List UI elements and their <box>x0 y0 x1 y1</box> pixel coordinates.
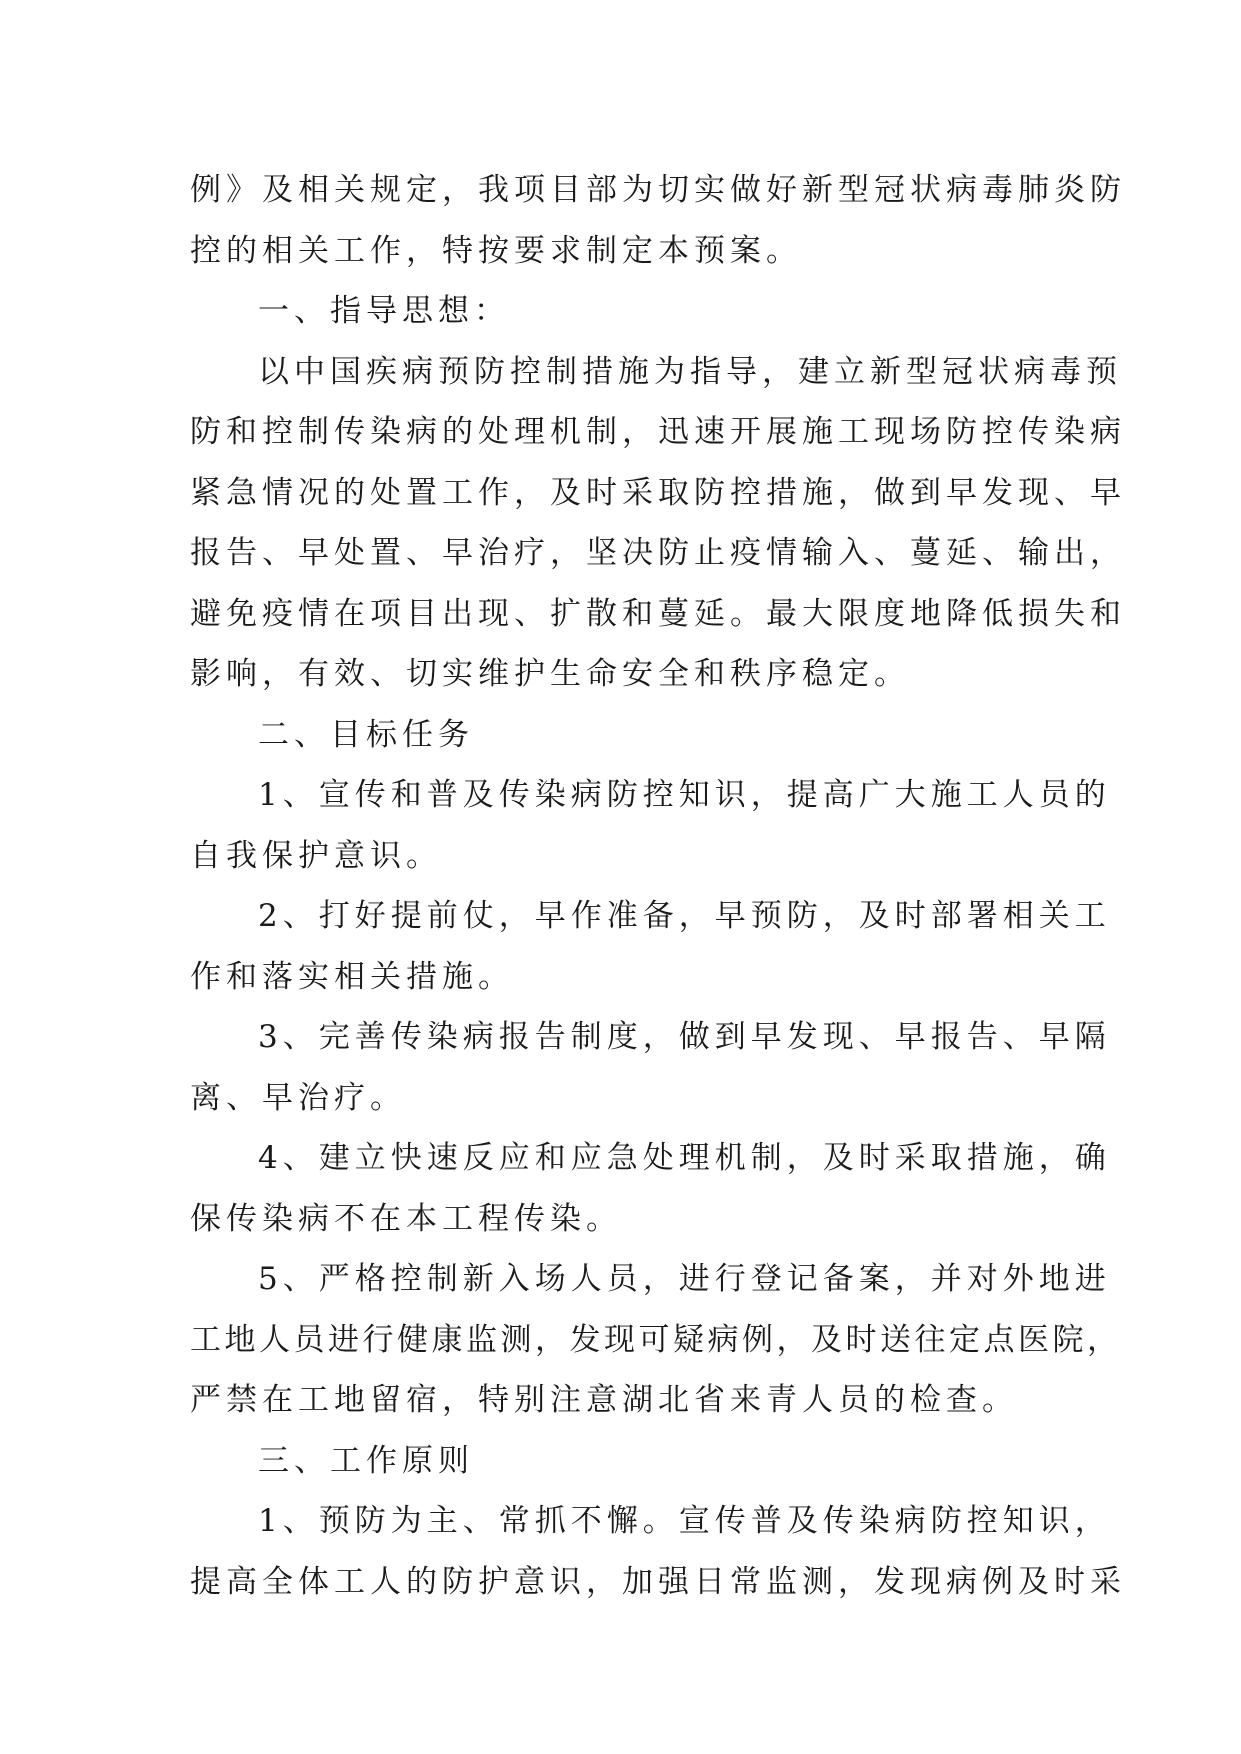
text-line: 影响，有效、切实维护生命安全和秩序稳定。 <box>190 656 910 692</box>
text-line: 以中国疾病预防控制措施为指导，建立新型冠状病毒预 <box>258 353 1122 390</box>
text-line: 紧急情况的处置工作，及时采取防控措施，做到早发现、早 <box>190 474 1126 511</box>
list-item-line: 严禁在工地留宿，特别注意湖北省来青人员的检查。 <box>190 1382 1018 1418</box>
text-line: 报告、早处置、早治疗，坚决防止疫情输入、蔓延、输出， <box>190 535 1126 571</box>
list-item-line: 工地人员进行健康监测，发现可疑病例，及时送往定点医院， <box>190 1321 1122 1358</box>
list-item-line: 离、早治疗。 <box>190 1079 406 1116</box>
list-item-line: 1、宣传和普及传染病防控知识，提高广大施工人员的 <box>258 777 1111 813</box>
text-line: 控的相关工作，特按要求制定本预案。 <box>190 232 802 269</box>
section-heading: 一、指导思想： <box>258 293 510 329</box>
list-item-line: 1、预防为主、常抓不懈。宣传普及传染病防控知识， <box>258 1503 1111 1539</box>
list-item-line: 提高全体工人的防护意识，加强日常监测，发现病例及时采 <box>190 1563 1126 1600</box>
text-line: 避免疫情在项目出现、扩散和蔓延。最大限度地降低损失和 <box>190 595 1126 632</box>
list-item-line: 2、打好提前仗，早作准备，早预防，及时部署相关工 <box>258 898 1111 934</box>
section-heading: 三、工作原则 <box>258 1442 474 1479</box>
document-body <box>190 160 1126 1612</box>
list-item-line: 保传染病不在本工程传染。 <box>190 1200 622 1237</box>
section-heading: 二、目标任务 <box>258 716 474 753</box>
text-line: 例》及相关规定，我项目部为切实做好新型冠状病毒肺炎防 <box>190 172 1126 208</box>
list-item-line: 5、严格控制新入场人员，进行登记备案，并对外地进 <box>258 1261 1111 1297</box>
list-item-line: 作和落实相关措施。 <box>190 958 514 995</box>
list-item-line: 4、建立快速反应和应急处理机制，及时采取措施，确 <box>258 1140 1111 1176</box>
text-line: 防和控制传染病的处理机制，迅速开展施工现场防控传染病 <box>190 414 1126 450</box>
list-item-line: 3、完善传染病报告制度，做到早发现、早报告、早隔 <box>258 1019 1111 1055</box>
list-item-line: 自我保护意识。 <box>190 837 442 874</box>
